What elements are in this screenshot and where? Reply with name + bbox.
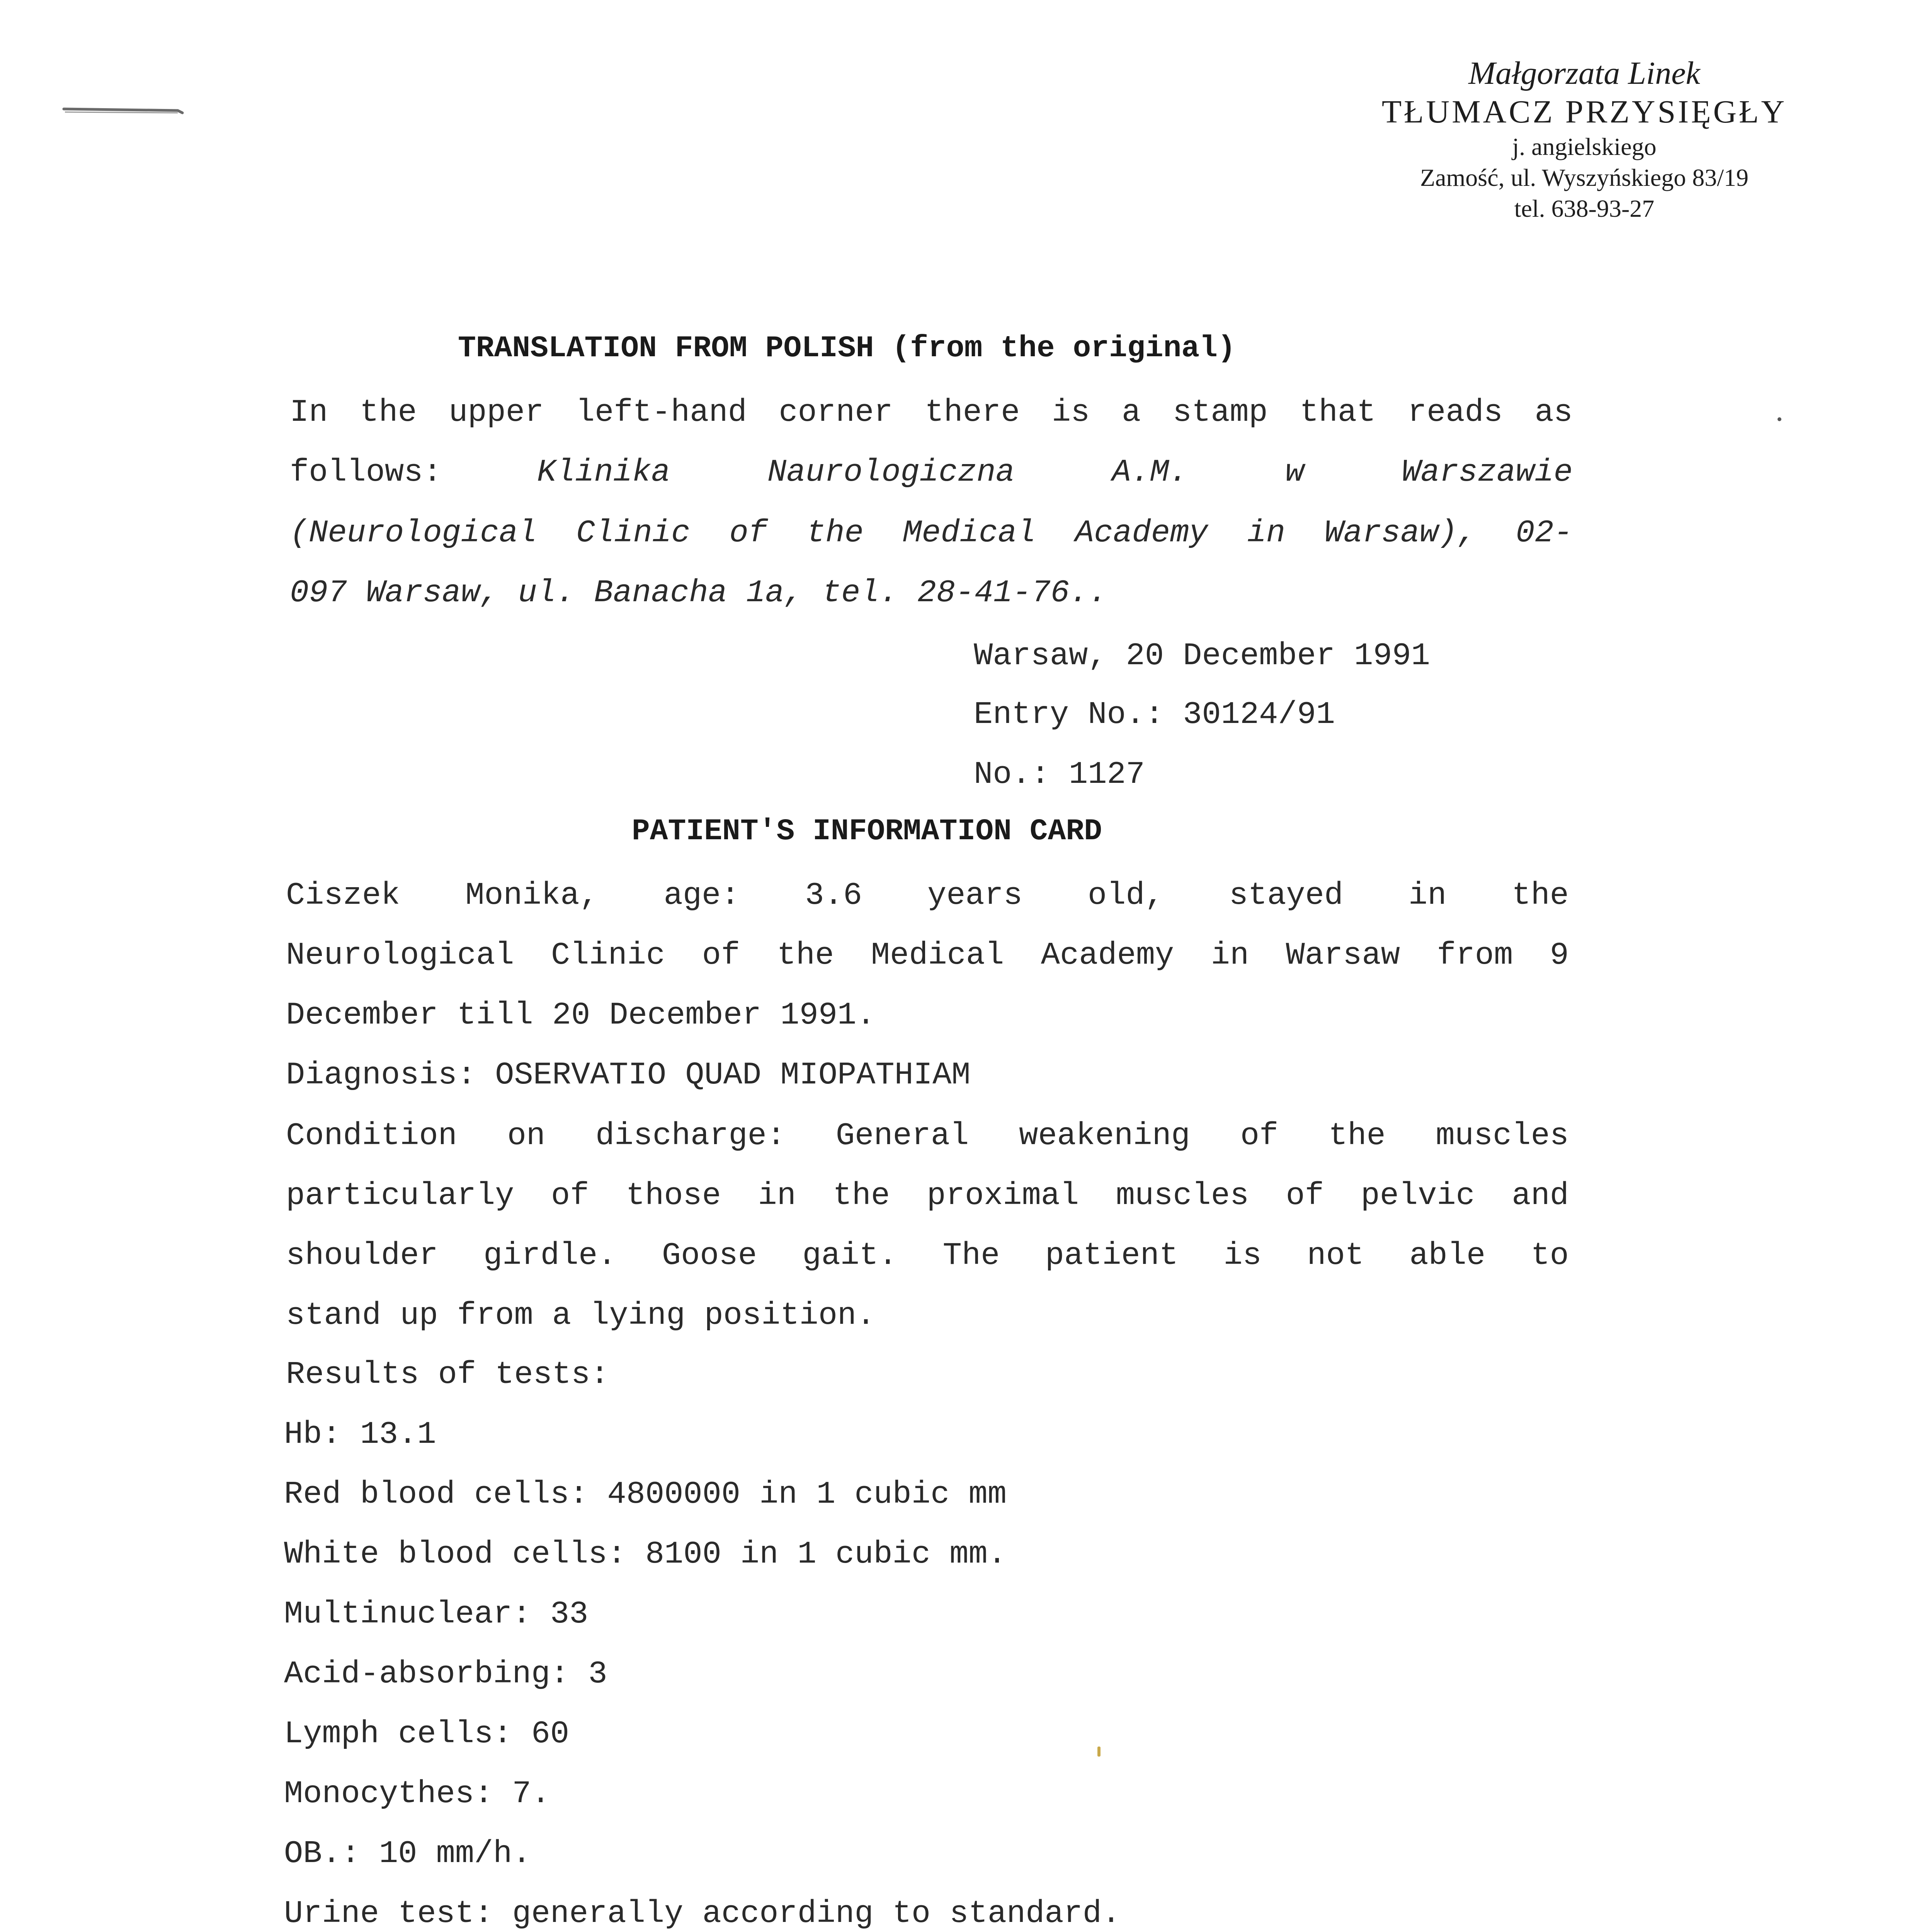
scan-speck xyxy=(1778,417,1781,421)
card-title: PATIENT'S INFORMATION CARD xyxy=(632,815,1102,849)
stamp-intro-line-4: 097 Warsaw, ul. Banacha 1a, tel. 28-41-76.. xyxy=(290,575,1107,611)
condition-line-4: stand up from a lying position. xyxy=(286,1298,876,1333)
stamp-intro-line-2a: follows: xyxy=(290,454,442,490)
condition-line-2: particularly of those in the proximal muscles of pelvic and xyxy=(286,1178,1569,1214)
translator-letterhead xyxy=(1314,54,1855,224)
result-line: White blood cells: 8100 in 1 cubic mm. xyxy=(284,1536,1007,1572)
translator-address: Zamość, ul. Wyszyńskiego 83/19 xyxy=(1420,164,1749,191)
translation-heading: TRANSLATION FROM POLISH (from the original) xyxy=(458,332,1236,366)
condition-line-1: Condition on discharge: General weakening of the muscles xyxy=(286,1118,1569,1154)
result-line: Lymph cells: 60 xyxy=(284,1716,570,1752)
document-date: Warsaw, 20 December 1991 xyxy=(974,638,1430,674)
translator-language: j. angielskiego xyxy=(1512,133,1657,160)
condition-line-3: shoulder girdle. Goose gait. The patient is not able to xyxy=(286,1238,1569,1274)
result-line: Multinuclear: 33 xyxy=(284,1596,589,1632)
patient-line-2: Neurological Clinic of the Medical Academy in Warsaw from 9 xyxy=(286,937,1569,973)
scan-speck xyxy=(1097,1747,1101,1757)
results-heading: Results of tests: xyxy=(286,1357,609,1393)
stamp-intro-line-3: (Neurological Clinic of the Medical Academy in Warsaw), 02- xyxy=(290,515,1573,551)
result-line: Hb: 13.1 xyxy=(284,1417,436,1452)
stamp-intro-line-2b: Klinika Naurologiczna A.M. w Warszawie xyxy=(537,454,1573,490)
staple-mark xyxy=(62,104,185,116)
result-line: Urine test: generally according to standard. xyxy=(284,1896,1121,1932)
diagnosis: Diagnosis: OSERVATIO QUAD MIOPATHIAM xyxy=(286,1057,971,1093)
document-number: No.: 1127 xyxy=(974,757,1145,793)
result-line: Monocythes: 7. xyxy=(284,1776,550,1812)
entry-number: Entry No.: 30124/91 xyxy=(974,697,1335,733)
patient-line-3: December till 20 December 1991. xyxy=(286,997,876,1033)
result-line: Acid-absorbing: 3 xyxy=(284,1656,607,1692)
result-line: Red blood cells: 4800000 in 1 cubic mm xyxy=(284,1476,1007,1512)
patient-line-1: Ciszek Monika, age: 3.6 years old, stayed in the xyxy=(286,878,1569,913)
result-line: OB.: 10 mm/h. xyxy=(284,1836,531,1872)
translator-name: Małgorzata Linek xyxy=(1468,55,1700,91)
stamp-intro-line-1: In the upper left-hand corner there is a stamp that reads as xyxy=(290,395,1573,430)
translator-phone: tel. 638-93-27 xyxy=(1514,195,1655,222)
translator-title: TŁUMACZ PRZYSIĘGŁY xyxy=(1381,94,1787,130)
